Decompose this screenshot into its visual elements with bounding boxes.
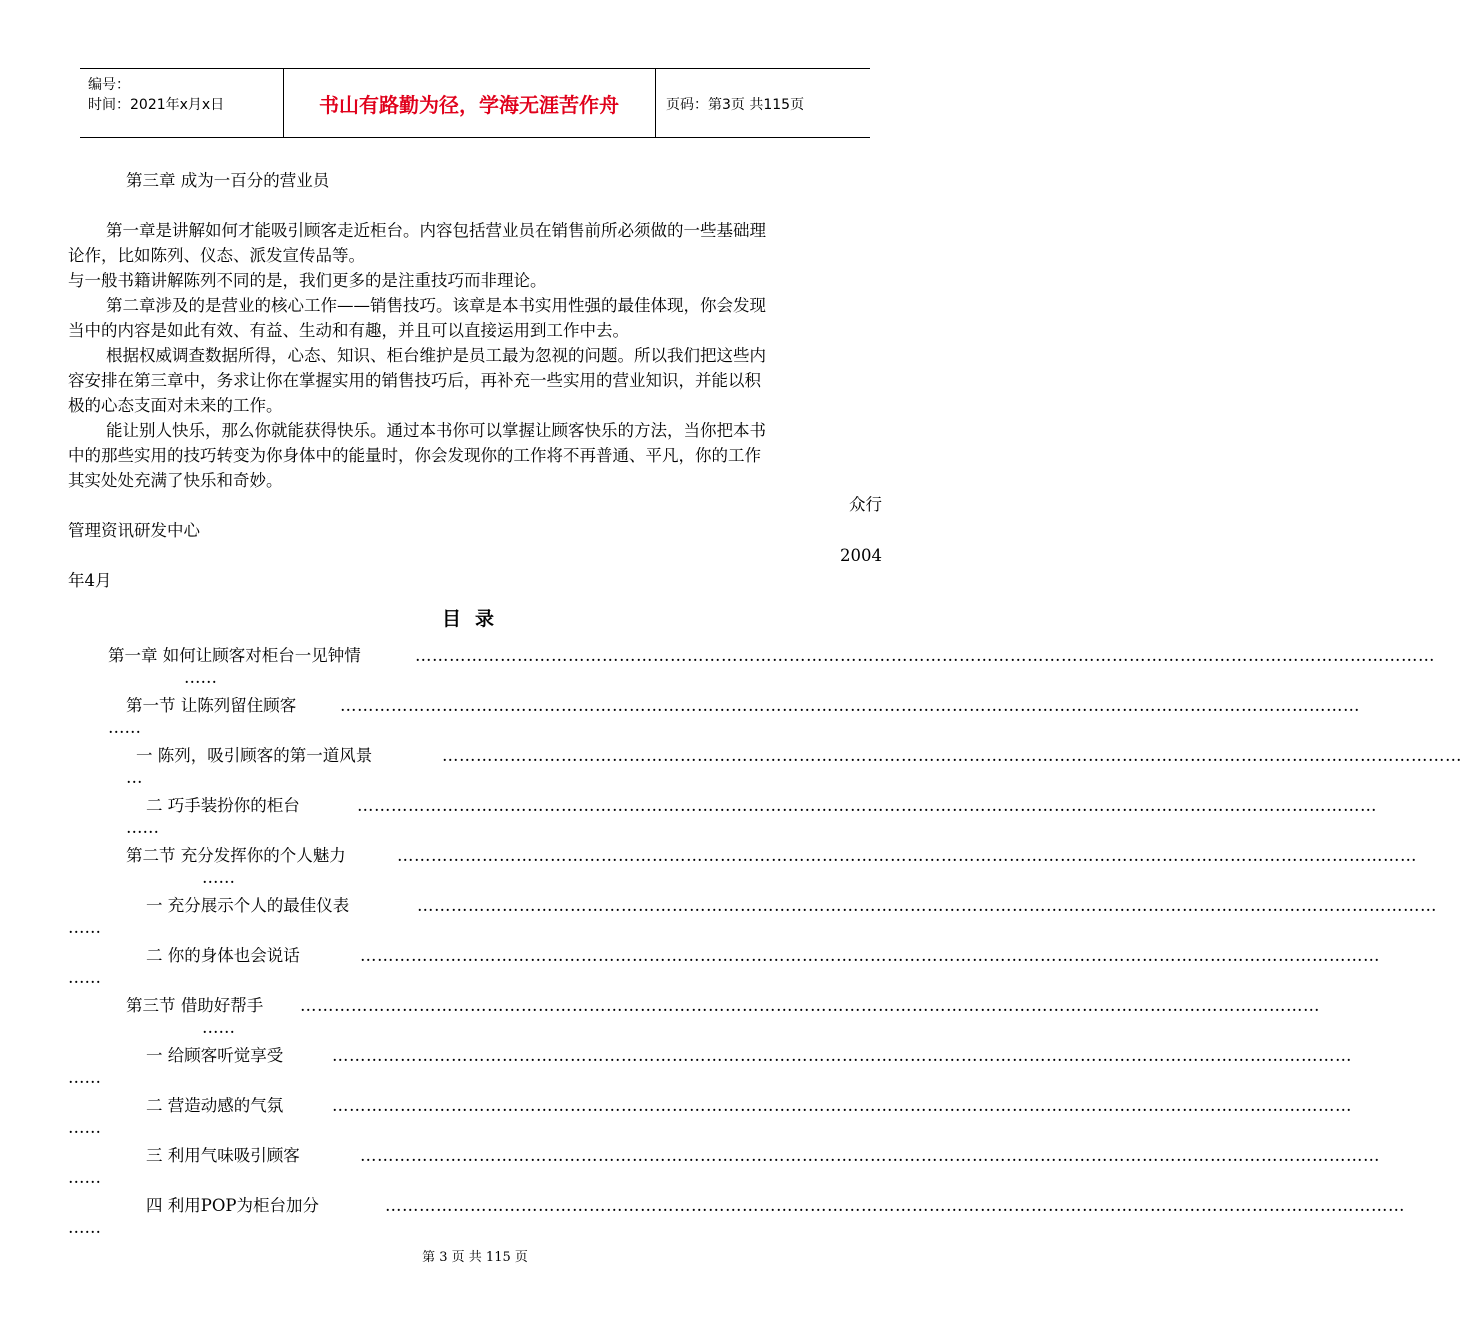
toc-dot-leader: ……………………………………………………………………………………………………………………………………………………………… — [360, 1146, 1380, 1165]
body-line: 第一章是讲解如何才能吸引顾客走近柜台。内容包括营业员在销售前所必须做的一些基础理 — [106, 221, 766, 240]
page-footer: 第 3 页 共 115 页 — [422, 1250, 528, 1265]
body-line: 第二章涉及的是营业的核心工作——销售技巧。该章是本书实用性强的最佳体现，你会发现 — [106, 296, 766, 315]
toc-dot-leader: ……………………………………………………………………………………………………………………………………………………………… — [332, 1046, 1352, 1065]
toc-dot-leader: ……………………………………………………………………………………………………………………………………………………………… — [357, 796, 1377, 815]
header-page-info: 页码：第3页 共115页 — [666, 97, 805, 113]
body-line: 其实处处充满了快乐和奇妙。 — [68, 471, 283, 490]
toc-dot-leader-continuation: …… — [202, 1018, 235, 1037]
signature-center: 管理资讯研发中心 — [68, 521, 200, 540]
date-label: 时间：2021年x月x日 — [88, 97, 225, 113]
body-line: 容安排在第三章中，务求让你在掌握实用的销售技巧后，再补充一些实用的营业知识，并能以积 — [68, 371, 761, 390]
code-label: 编号： — [88, 77, 130, 93]
toc-dot-leader-continuation: … — [126, 768, 143, 787]
toc-dot-leader: ……………………………………………………………………………………………………………………………………………………………… — [332, 1096, 1352, 1115]
toc-dot-leader: ……………………………………………………………………………………………………………………………………………………………… — [442, 746, 1462, 765]
toc-entry-label: 一 充分展示个人的最佳仪表 — [146, 896, 350, 915]
toc-dot-leader: ……………………………………………………………………………………………………………………………………………………………… — [340, 696, 1360, 715]
toc-entry-label: 第二节 充分发挥你的个人魅力 — [126, 846, 346, 865]
toc-dot-leader-continuation: …… — [68, 1068, 101, 1087]
signature-year: 2004 — [840, 546, 882, 565]
toc-dot-leader: ……………………………………………………………………………………………………………………………………………………………… — [415, 646, 1435, 665]
toc-entry-label: 三 利用气味吸引顾客 — [146, 1146, 300, 1165]
toc-dot-leader-continuation: …… — [108, 718, 141, 737]
toc-dot-leader: ……………………………………………………………………………………………………………………………………………………………… — [300, 996, 1320, 1015]
body-line: 论作，比如陈列、仪态、派发宣传品等。 — [68, 246, 365, 265]
toc-dot-leader-continuation: …… — [126, 818, 159, 837]
toc-dot-leader: ……………………………………………………………………………………………………………………………………………………………… — [360, 946, 1380, 965]
toc-dot-leader-continuation: …… — [68, 918, 101, 937]
toc-entry-label: 二 你的身体也会说话 — [146, 946, 300, 965]
body-line: 当中的内容是如此有效、有益、生动和有趣，并且可以直接运用到工作中去。 — [68, 321, 629, 340]
toc-title: 目录 — [441, 608, 508, 630]
toc-dot-leader-continuation: …… — [68, 1218, 101, 1237]
chapter-heading: 第三章 成为一百分的营业员 — [126, 171, 330, 190]
toc-entry-label: 第一章 如何让顾客对柜台一见钟情 — [108, 646, 361, 665]
toc-entry-label: 二 营造动感的气氛 — [146, 1096, 284, 1115]
toc-entry-label: 一 给顾客听觉享受 — [146, 1046, 284, 1065]
header-motto: 书山有路勤为径，学海无涯苦作舟 — [319, 92, 619, 117]
toc-dot-leader-continuation: …… — [202, 868, 235, 887]
toc-dot-leader-continuation: …… — [68, 1118, 101, 1137]
toc-dot-leader: ……………………………………………………………………………………………………………………………………………………………… — [397, 846, 1417, 865]
toc-entry-label: 第一节 让陈列留住顾客 — [126, 696, 297, 715]
toc-dot-leader: ……………………………………………………………………………………………………………………………………………………………… — [385, 1196, 1405, 1215]
toc-dot-leader: ……………………………………………………………………………………………………………………………………………………………… — [417, 896, 1437, 915]
toc-entry-label: 四 利用POP为柜台加分 — [146, 1196, 319, 1215]
body-line: 根据权威调查数据所得，心态、知识、柜台维护是员工最为忽视的问题。所以我们把这些内 — [106, 346, 766, 365]
toc-dot-leader-continuation: …… — [184, 668, 217, 687]
toc-entry-label: 一 陈列，吸引顾客的第一道风景 — [136, 746, 373, 765]
body-line: 与一般书籍讲解陈列不同的是，我们更多的是注重技巧而非理论。 — [68, 271, 547, 290]
toc-entry-label: 第三节 借助好帮手 — [126, 996, 264, 1015]
header-divider — [655, 69, 656, 137]
signature-org: 众行 — [849, 495, 882, 514]
body-line: 能让别人快乐，那么你就能获得快乐。通过本书你可以掌握让顾客快乐的方法，当你把本书 — [106, 421, 766, 440]
toc-entry-label: 二 巧手装扮你的柜台 — [146, 796, 300, 815]
toc-dot-leader-continuation: …… — [68, 968, 101, 987]
page-header — [80, 68, 870, 138]
body-line: 中的那些实用的技巧转变为你身体中的能量时，你会发现你的工作将不再普通、平凡，你的工作 — [68, 446, 761, 465]
body-line: 极的心态支面对未来的工作。 — [68, 396, 283, 415]
toc-dot-leader-continuation: …… — [68, 1168, 101, 1187]
header-meta — [88, 75, 224, 115]
signature-month: 年4月 — [68, 571, 112, 590]
